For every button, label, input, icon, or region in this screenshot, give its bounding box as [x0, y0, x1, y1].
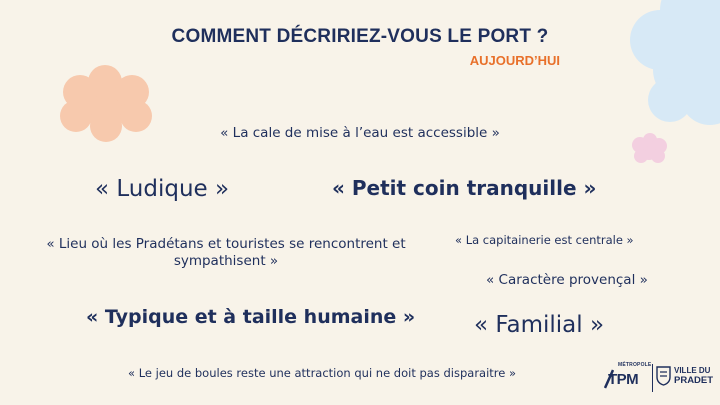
ville-du-pradet-logo	[674, 366, 713, 386]
quote-lieu-rencontre: « Lieu où les Pradétans et touristes se rencontrent et sympathisent »	[46, 236, 406, 269]
pradet-line-2: PRADET	[674, 375, 714, 386]
quote-ludique: « Ludique »	[95, 176, 230, 202]
quote-capitainerie: « La capitainerie est centrale »	[455, 233, 634, 247]
crest-icon	[656, 366, 671, 386]
slide-subtitle: AUJOURD’HUI	[469, 53, 560, 68]
quote-petit-coin-tranquille: « Petit coin tranquille »	[332, 176, 597, 200]
quote-cale-accessible: « La cale de mise à l’eau est accessible »	[220, 125, 500, 141]
tpm-big-label: TPM	[608, 371, 639, 388]
quote-typique-taille-humaine: « Typique et à taille humaine »	[86, 306, 416, 328]
footer-logos	[604, 360, 716, 396]
blue-cloud-decoration	[600, 0, 720, 145]
logo-divider	[652, 364, 653, 392]
quote-familial: « Familial »	[474, 312, 605, 338]
metropole-tpm-logo	[604, 360, 652, 396]
quote-caractere-provencal: « Caractère provençal »	[486, 272, 648, 288]
slide-title: COMMENT DÉCRIRIEZ-VOUS LE PORT ?	[171, 26, 549, 47]
pradet-line-1: VILLE DU	[674, 366, 711, 375]
quote-jeu-de-boules: « Le jeu de boules reste une attraction qui ne doit pas disparaitre »	[128, 366, 517, 380]
tpm-small-label: MÉTROPOLE	[618, 362, 652, 368]
